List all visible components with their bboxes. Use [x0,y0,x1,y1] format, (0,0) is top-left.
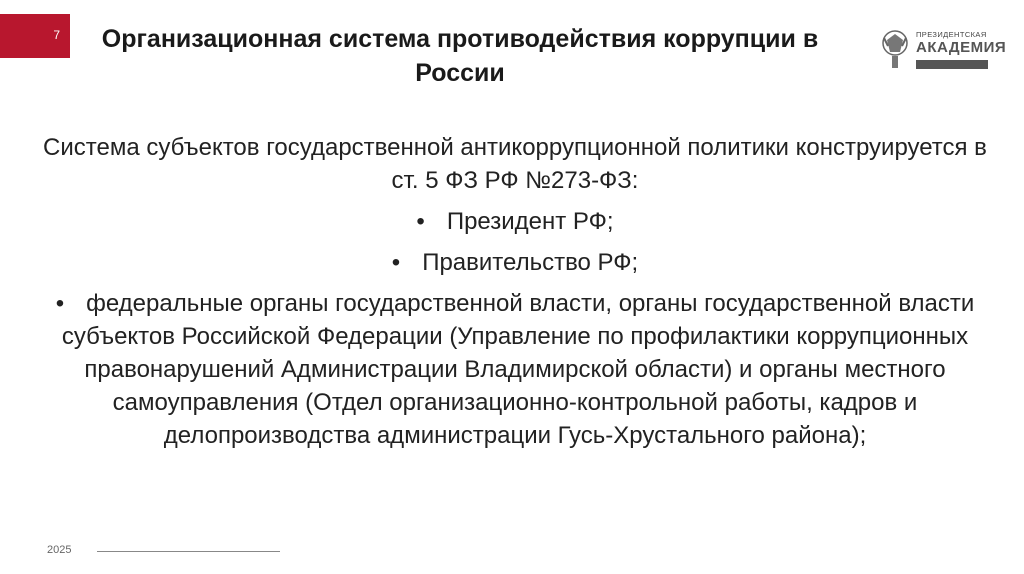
slide-number: 7 [53,28,60,42]
bullet-dot: • [416,208,425,235]
bullet-text: Президент РФ; [446,208,614,235]
slide-title: Организационная система противодействия коррупции в России [101,25,819,87]
bullet-item [30,246,1000,279]
intro-paragraph: Система субъектов государственной антикоррупционной политики конструируется в ст. 5 ФЗ РФ №273-ФЗ: [43,134,987,194]
bullet-item [30,287,1000,452]
bullet-text: федеральные органы государственной власти, органы государственной власти субъектов Российской Федерации (Управление по профилактики коррупционных правонарушений Администрации Владимирской области) и органы местного самоуправления (Отдел организационно-контрольной работы, кадров и делопроизводства администрации Гусь-Хрустального района); [61,290,975,449]
footer-year: 2025 [47,544,72,556]
bullet-text: Правительство РФ; [422,249,639,276]
logo-text-top: ПРЕЗИДЕНТСКАЯ [916,30,987,39]
bullet-dot: • [391,249,401,276]
bullet-dot: • [55,290,65,317]
slide-number-badge [0,14,70,58]
academy-logo [880,26,1007,82]
bullet-item [30,205,1000,238]
logo-text-main: АКАДЕМИЯ [916,39,1007,56]
slide-body [30,131,1000,452]
eagle-emblem-icon [880,26,910,76]
footer-divider [97,551,280,552]
logo-strip [916,60,988,69]
